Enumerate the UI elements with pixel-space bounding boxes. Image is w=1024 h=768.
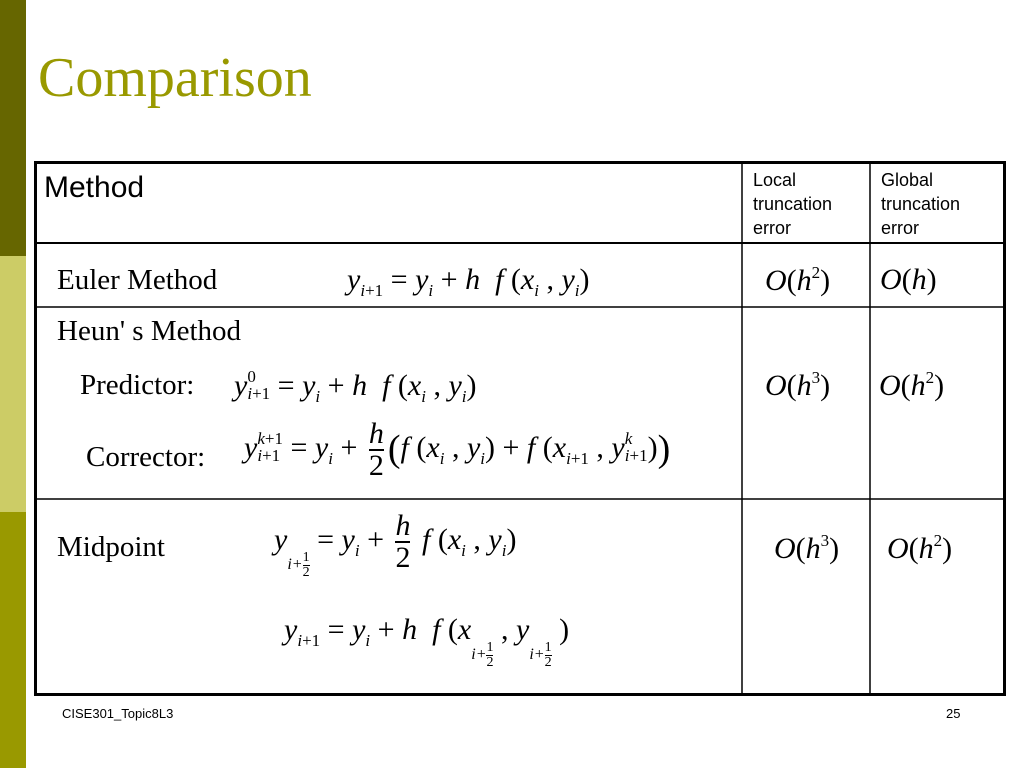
euler-formula: $y_{i+1} = y_i + h$ f ($x_i$ , $y_i$)	[347, 263, 590, 300]
slide-title: Comparison	[38, 47, 312, 109]
heun-local-error: $O(h^3)$	[765, 368, 831, 402]
footer-course-label: CISE301_Topic8L3	[62, 706, 174, 721]
header-local-error	[753, 168, 832, 240]
euler-local-error: $O(h^2)$	[765, 263, 831, 297]
header-local-line2: truncation	[753, 194, 833, 214]
header-global-error	[881, 168, 960, 240]
midpoint-formula-1: yi+ $\frac{1}{2}$ = $y_i$ + $\frac{h}{2}$ f ($x_i$ , $y_i$)	[274, 509, 517, 580]
predictor-label: Predictor:	[80, 369, 195, 401]
heun-global-error: $O(h^2)$	[879, 368, 945, 402]
sidebar-decoration	[0, 0, 26, 768]
header-method: Method	[44, 171, 145, 204]
midpoint-global-error: $O(h^2)$	[887, 531, 953, 565]
predictor-formula: y 0 i+1 = $y_i + h$ f ($x_i$ , $y_i$)	[234, 367, 477, 406]
corrector-label: Corrector:	[86, 441, 206, 473]
page-number: 25	[946, 706, 961, 721]
header-global-line1: Global	[881, 170, 934, 190]
comparison-table	[34, 161, 1006, 696]
header-global-line2: truncation	[881, 194, 961, 214]
sidebar-block-mid	[0, 512, 26, 768]
euler-method-label: Euler Method	[57, 264, 218, 296]
midpoint-local-error: $O(h^3)$	[774, 531, 840, 565]
header-local-line3: error	[753, 218, 792, 238]
header-global-line3: error	[881, 218, 920, 238]
midpoint-formula-2: $y_{i+1} = y_i + h$ f (xi+ $\frac{1}{2}$ , yi+ $\frac{1}{2}$ )	[284, 613, 570, 670]
sidebar-block-dark	[0, 0, 26, 256]
sidebar-block-light	[0, 256, 26, 512]
corrector-formula: y k+1 i+1 = $y_i$ + $\frac{h}{2}$ (f ($x_i$ , $y_i) + f$ ($x_{i+1}$ , y k i+1 ))	[244, 417, 671, 482]
heun-method-label: Heun' s Method	[57, 315, 242, 347]
euler-global-error: O(h)	[880, 263, 937, 296]
header-local-line1: Local	[753, 170, 797, 190]
midpoint-method-label: Midpoint	[57, 531, 165, 563]
